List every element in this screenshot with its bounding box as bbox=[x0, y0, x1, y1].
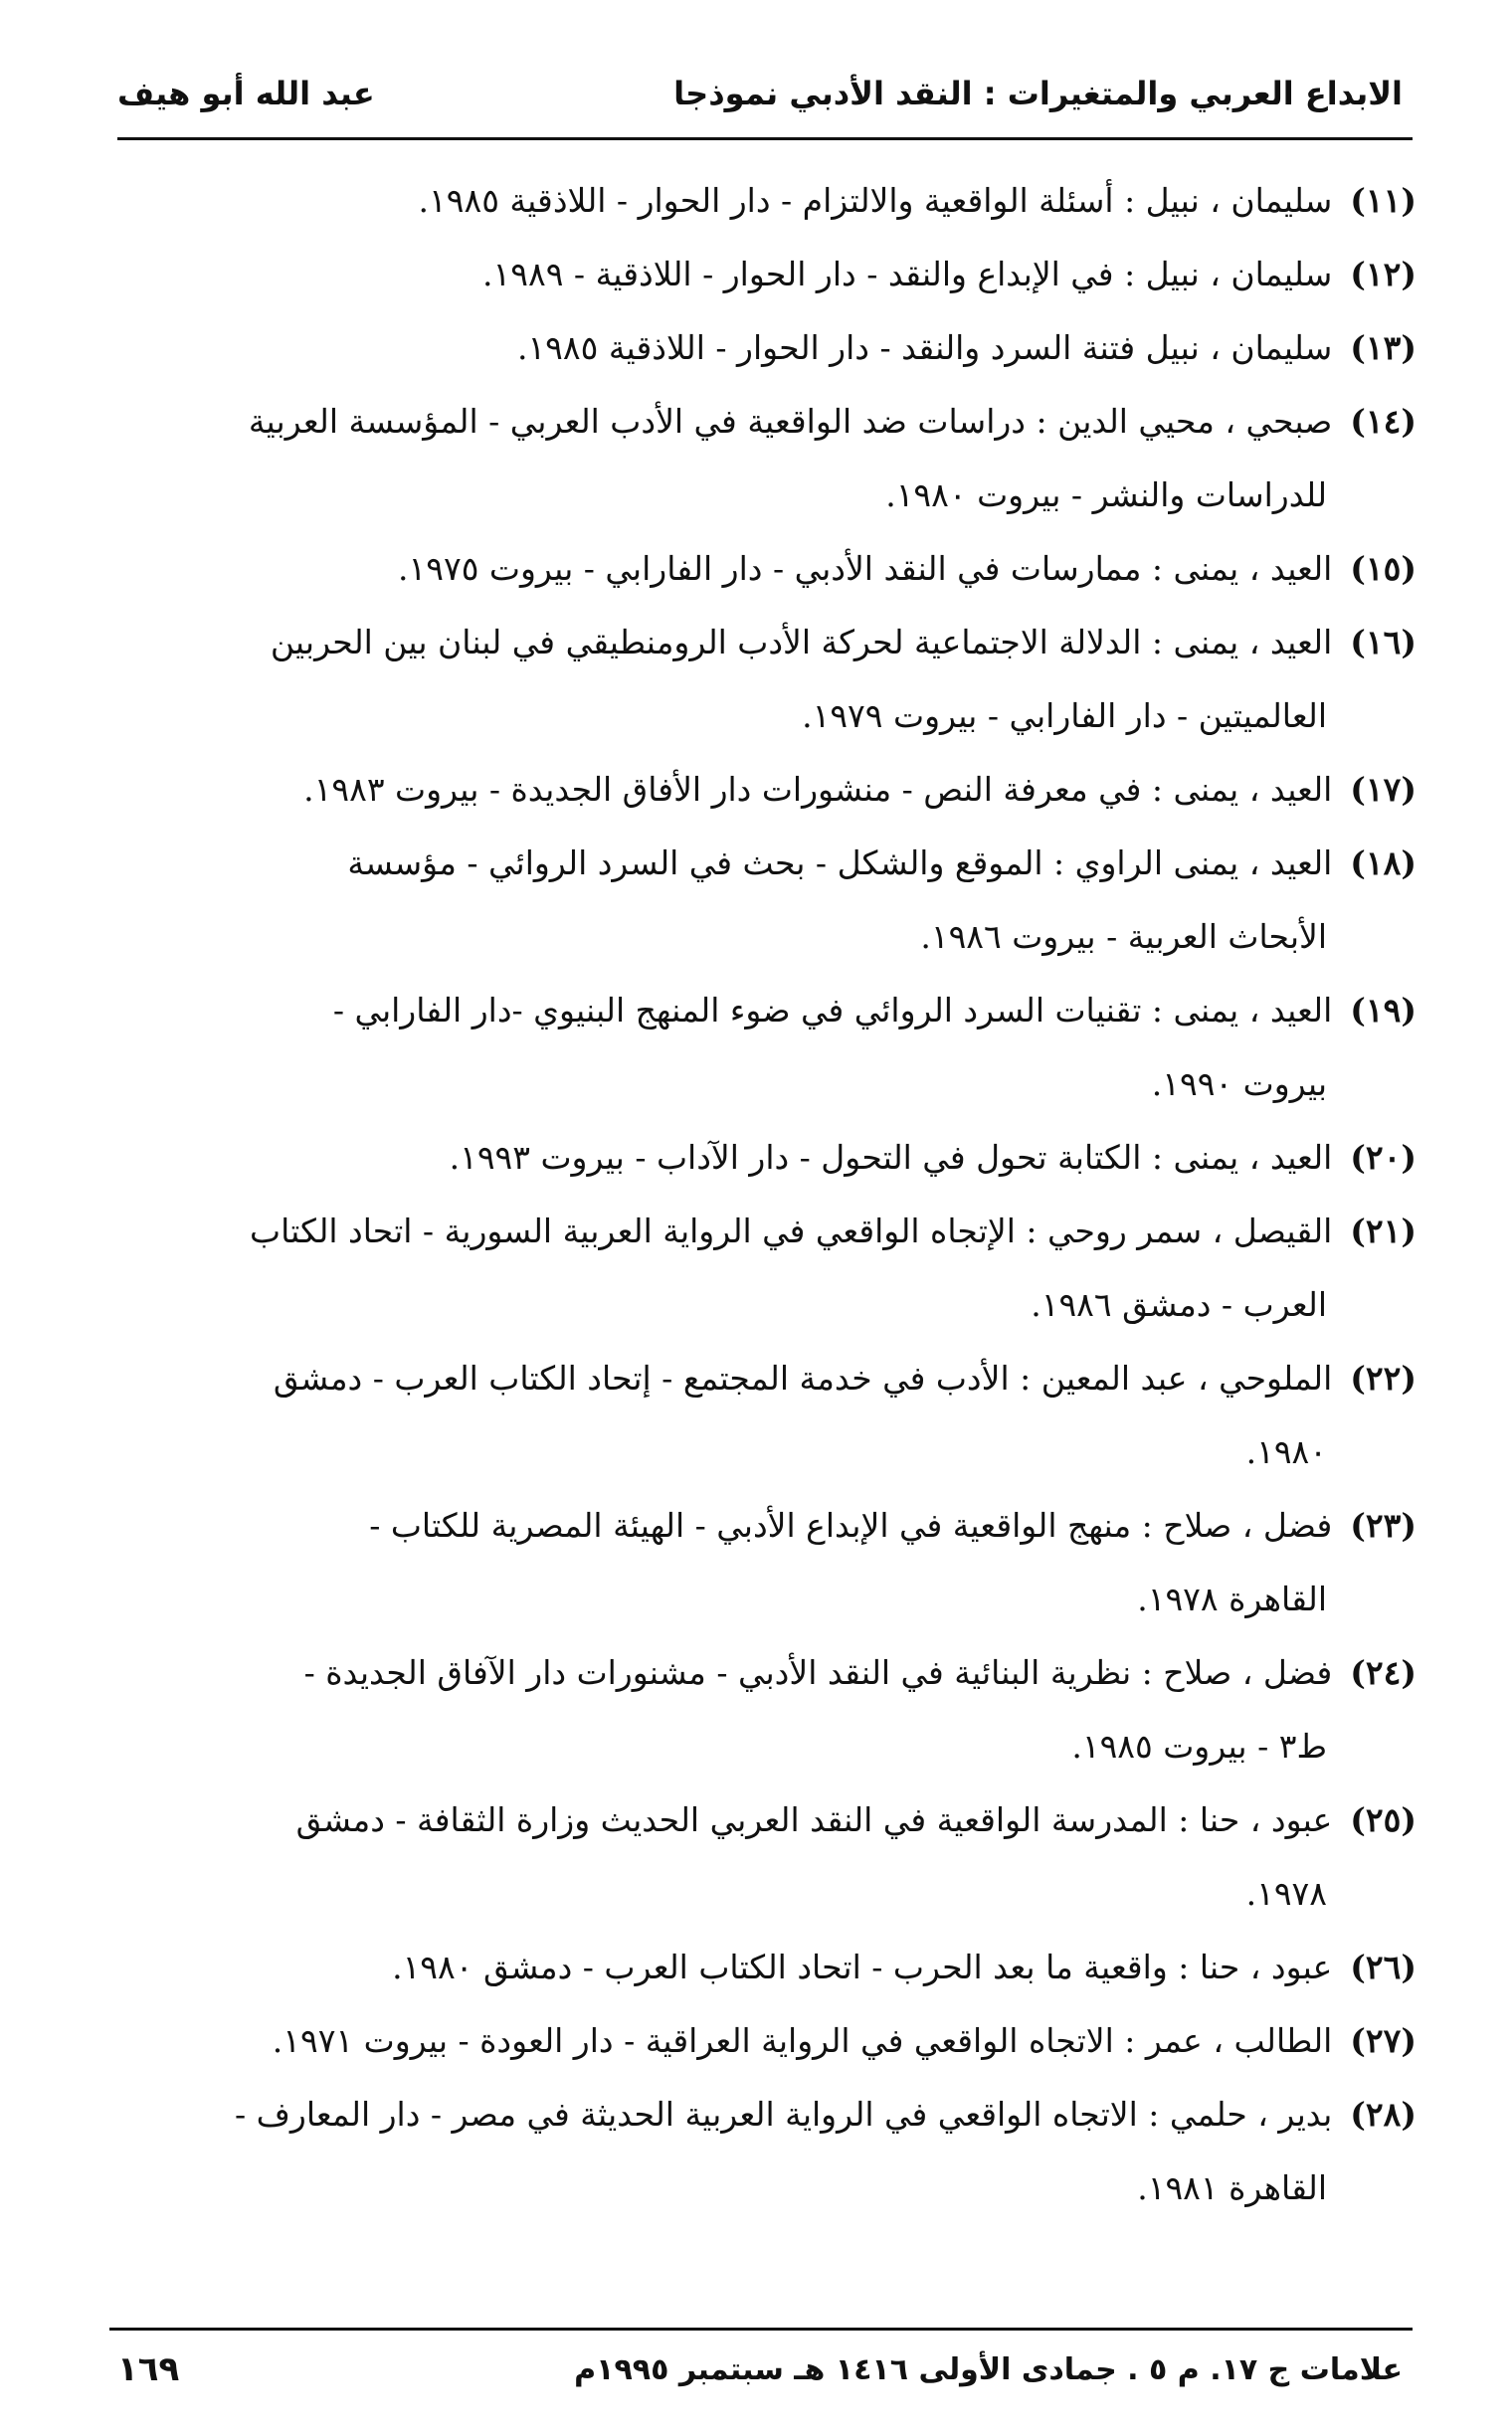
reference-number: (٢٣) bbox=[1350, 1506, 1417, 1545]
reference-line bbox=[111, 679, 1417, 753]
reference-line bbox=[111, 753, 1417, 827]
reference-text: للدراسات والنشر - بيروت ١٩٨٠. bbox=[885, 475, 1327, 514]
reference-line bbox=[111, 2078, 1417, 2152]
reference-number: (٢٨) bbox=[1350, 2095, 1417, 2134]
reference-item bbox=[111, 1489, 1417, 1636]
reference-text: العرب - دمشق ١٩٨٦. bbox=[1031, 1285, 1327, 1324]
reference-number: (٢٥) bbox=[1350, 1800, 1417, 1839]
reference-line bbox=[111, 385, 1417, 459]
reference-text: القاهرة ١٩٧٨. bbox=[1137, 1580, 1327, 1618]
reference-line bbox=[111, 2152, 1417, 2225]
reference-number: (١٢) bbox=[1350, 255, 1417, 293]
reference-line bbox=[111, 1195, 1417, 1268]
reference-item bbox=[111, 532, 1417, 606]
reference-text: العيد ، يمنى : الدلالة الاجتماعية لحركة الأدب الرومنطيقي في لبنان بين الحربين bbox=[270, 623, 1333, 661]
reference-line bbox=[111, 900, 1417, 974]
reference-text: العيد ، يمنى : ممارسات في النقد الأدبي - دار الفارابي - بيروت ١٩٧٥. bbox=[398, 549, 1333, 588]
reference-line bbox=[111, 238, 1417, 311]
reference-item bbox=[111, 1783, 1417, 1931]
reference-number: (٢٤) bbox=[1350, 1653, 1417, 1692]
page-number: ١٦٩ bbox=[117, 2349, 180, 2389]
reference-number: (١٥) bbox=[1350, 549, 1417, 588]
reference-text: العالميتين - دار الفارابي - بيروت ١٩٧٩. bbox=[802, 696, 1327, 735]
reference-line bbox=[111, 974, 1417, 1047]
reference-item bbox=[111, 1121, 1417, 1195]
reference-item bbox=[111, 1195, 1417, 1342]
reference-line bbox=[111, 1857, 1417, 1931]
running-header bbox=[117, 68, 1403, 119]
reference-line bbox=[111, 1047, 1417, 1121]
reference-line bbox=[111, 1636, 1417, 1710]
reference-number: (٢٢) bbox=[1350, 1359, 1417, 1398]
reference-text: ١٩٧٨. bbox=[1245, 1874, 1327, 1913]
reference-item bbox=[111, 1931, 1417, 2004]
header-title: الابداع العربي والمتغيرات : النقد الأدبي نموذجا bbox=[673, 75, 1403, 112]
reference-item bbox=[111, 606, 1417, 753]
reference-text: فضل ، صلاح : نظرية البنائية في النقد الأدبي - مشنورات دار الآفاق الجديدة - bbox=[303, 1653, 1333, 1692]
header-rule bbox=[117, 137, 1413, 140]
reference-text: عبود ، حنا : واقعية ما بعد الحرب - اتحاد الكتاب العرب - دمشق ١٩٨٠. bbox=[392, 1948, 1333, 1986]
reference-item bbox=[111, 753, 1417, 827]
reference-number: (٢١) bbox=[1350, 1212, 1417, 1250]
reference-text: سليمان ، نبيل : في الإبداع والنقد - دار الحوار - اللاذقية - ١٩٨٩. bbox=[482, 255, 1333, 293]
reference-line bbox=[111, 532, 1417, 606]
reference-text: بدير ، حلمي : الاتجاه الواقعي في الرواية العربية الحديثة في مصر - دار المعارف - bbox=[235, 2095, 1333, 2134]
reference-line bbox=[111, 1710, 1417, 1783]
reference-text: القاهرة ١٩٨١. bbox=[1137, 2168, 1327, 2207]
reference-line bbox=[111, 1342, 1417, 1415]
reference-line bbox=[111, 164, 1417, 238]
reference-text: ١٩٨٠. bbox=[1245, 1432, 1327, 1471]
reference-text: القيصل ، سمر روحي : الإتجاه الواقعي في الرواية العربية السورية - اتحاد الكتاب bbox=[250, 1212, 1333, 1250]
reference-line bbox=[111, 827, 1417, 900]
reference-number: (١٧) bbox=[1350, 770, 1417, 809]
reference-number: (١٦) bbox=[1350, 623, 1417, 661]
reference-number: (١٩) bbox=[1350, 991, 1417, 1030]
reference-item bbox=[111, 311, 1417, 385]
reference-text: فضل ، صلاح : منهج الواقعية في الإبداع الأدبي - الهيئة المصرية للكتاب - bbox=[369, 1506, 1333, 1545]
reference-item bbox=[111, 385, 1417, 532]
reference-text: العيد ، يمنى : في معرفة النص - منشورات دار الأفاق الجديدة - بيروت ١٩٨٣. bbox=[303, 770, 1333, 809]
reference-item bbox=[111, 827, 1417, 974]
reference-text: الطالب ، عمر : الاتجاه الواقعي في الرواية العراقية - دار العودة - بيروت ١٩٧١. bbox=[272, 2021, 1333, 2060]
footer-journal: علامات ج ١٧. م ٥ . جمادى الأولى ١٤١٦ هـ سبتمبر ١٩٩٥م bbox=[574, 2351, 1403, 2387]
reference-list bbox=[111, 164, 1417, 2225]
reference-text: الأبحاث العربية - بيروت ١٩٨٦. bbox=[920, 917, 1327, 956]
reference-line bbox=[111, 459, 1417, 532]
footer-rule bbox=[109, 2328, 1413, 2331]
reference-number: (٢٧) bbox=[1350, 2021, 1417, 2060]
reference-text: عبود ، حنا : المدرسة الواقعية في النقد العربي الحديث وزارة الثقافة - دمشق bbox=[295, 1800, 1333, 1839]
reference-text: الملوحي ، عبد المعين : الأدب في خدمة المجتمع - إتحاد الكتاب العرب - دمشق bbox=[273, 1359, 1333, 1398]
reference-item bbox=[111, 238, 1417, 311]
reference-item bbox=[111, 2078, 1417, 2225]
reference-line bbox=[111, 1563, 1417, 1636]
reference-line bbox=[111, 1268, 1417, 1342]
reference-text: العيد ، يمنى الراوي : الموقع والشكل - بحث في السرد الروائي - مؤسسة bbox=[347, 843, 1333, 882]
reference-item bbox=[111, 2004, 1417, 2078]
reference-text: العيد ، يمنى : الكتابة تحول في التحول - دار الآداب - بيروت ١٩٩٣. bbox=[449, 1138, 1333, 1177]
reference-text: بيروت ١٩٩٠. bbox=[1151, 1064, 1327, 1103]
reference-text: ط٣ - بيروت ١٩٨٥. bbox=[1071, 1727, 1327, 1766]
header-author: عبد الله أبو هيف bbox=[117, 75, 375, 112]
reference-item bbox=[111, 1636, 1417, 1783]
reference-line bbox=[111, 2004, 1417, 2078]
reference-line bbox=[111, 1783, 1417, 1857]
reference-line bbox=[111, 1415, 1417, 1489]
reference-line bbox=[111, 1121, 1417, 1195]
running-footer bbox=[117, 2340, 1403, 2399]
reference-line bbox=[111, 1489, 1417, 1563]
reference-number: (١٨) bbox=[1350, 843, 1417, 882]
reference-text: سليمان ، نبيل فتنة السرد والنقد - دار الحوار - اللاذقية ١٩٨٥. bbox=[516, 328, 1333, 367]
reference-line bbox=[111, 606, 1417, 679]
reference-number: (١٣) bbox=[1350, 328, 1417, 367]
reference-item bbox=[111, 1342, 1417, 1489]
reference-number: (٢٠) bbox=[1350, 1138, 1417, 1177]
reference-item bbox=[111, 164, 1417, 238]
reference-text: سليمان ، نبيل : أسئلة الواقعية والالتزام - دار الحوار - اللاذقية ١٩٨٥. bbox=[418, 181, 1333, 220]
reference-text: العيد ، يمنى : تقنيات السرد الروائي في ضوء المنهج البنيوي -دار الفارابي - bbox=[332, 991, 1333, 1030]
reference-item bbox=[111, 974, 1417, 1121]
reference-line bbox=[111, 311, 1417, 385]
reference-line bbox=[111, 1931, 1417, 2004]
reference-number: (١٤) bbox=[1350, 402, 1417, 441]
reference-number: (٢٦) bbox=[1350, 1948, 1417, 1986]
reference-number: (١١) bbox=[1350, 181, 1417, 220]
reference-text: صبحي ، محيي الدين : دراسات ضد الواقعية في الأدب العربي - المؤسسة العربية bbox=[248, 402, 1333, 441]
